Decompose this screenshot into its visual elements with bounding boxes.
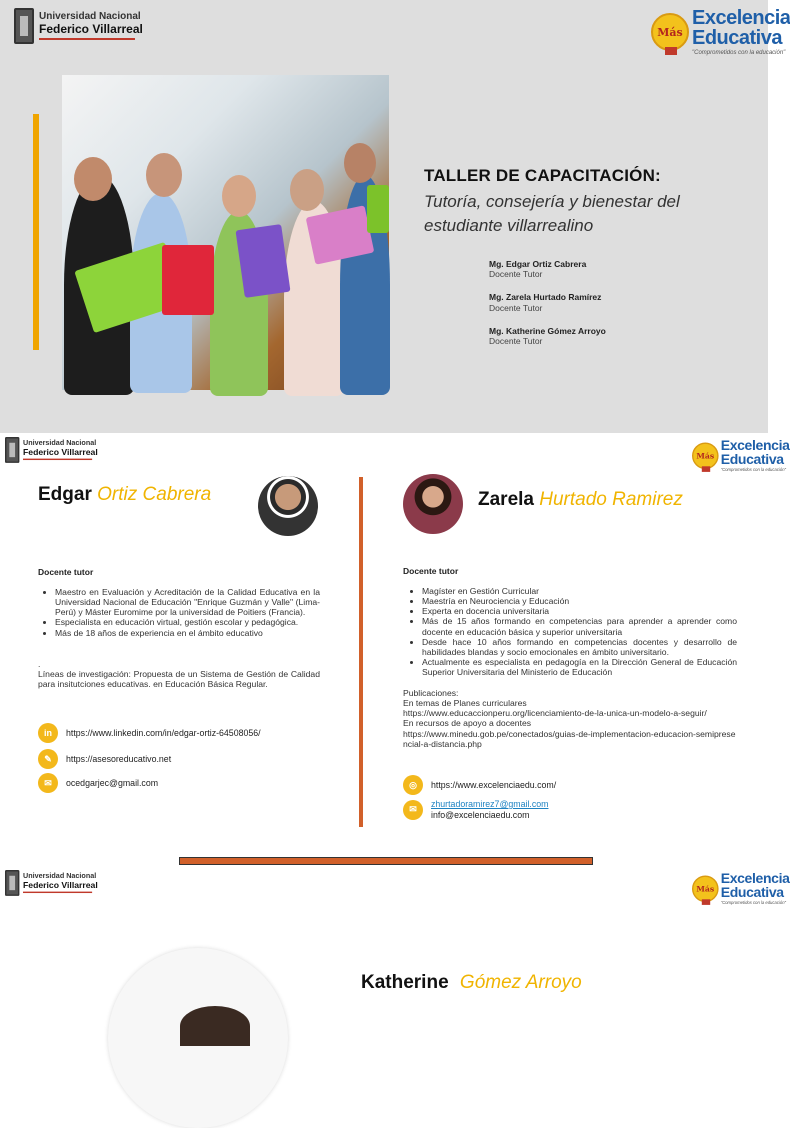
medal-text: Más [696,884,715,894]
excelencia-educativa-logo [651,8,790,56]
katherine-slide [0,866,790,1024]
profiles-slide [0,433,790,840]
unfv-line1: Universidad Nacional [39,11,141,23]
unfv-line2: Federico Villarreal [23,880,98,891]
university-crest-icon [14,8,34,44]
presenter-list [489,259,749,359]
ee-line1: Excelencia [692,7,790,29]
ee-tagline: "Comprometidos con la educación" [720,901,787,906]
first-name: Katherine [361,972,449,993]
list-item: • Especialista en educación virtual, gestión escolar y pedagógica. [55,617,320,627]
edgar-email[interactable] [38,773,158,793]
ee-line2: Educativa [720,452,784,468]
unfv-logo [5,870,98,896]
ee-tagline: "Comprometidos con la educación" [692,50,786,56]
unfv-line1: Universidad Nacional [23,439,97,448]
katherine-name [361,972,582,994]
last-name: Gómez Arroyo [459,972,582,993]
pub-line: En recursos de apoyo a docentes [403,718,532,729]
zarela-website[interactable] [403,775,556,795]
presenter-name: Mg. Katherine Gómez Arroyo [489,325,606,336]
ee-tagline: "Comprometidos con la educación" [720,468,787,473]
ee-line2: Educativa [720,885,784,901]
edgar-credentials [38,587,320,638]
list-item: • Actualmente es especialista en pedagogía en la Dirección General de Educación Superior Universitaria del Ministerio de Educación [422,657,737,677]
unfv-line2: Federico Villarreal [23,447,98,458]
first-name: Zarela [478,489,534,510]
linkedin-link[interactable]: https://www.linkedin.com/in/edgar-ortiz-64508056/ [66,728,261,738]
zarela-credentials [405,586,737,677]
email-link-secondary[interactable]: info@excelenciaedu.com [431,809,530,820]
first-name: Edgar [38,484,92,505]
presenter-item [489,259,749,279]
edgar-research: Líneas de investigación: Propuesta de un Sistema de Gestión de Calidad para insitutciones educativas. en Educación Básica Regular. [38,669,320,690]
list-item: • Más de 18 años de experiencia en el ámbito educativo [55,628,320,638]
list-item: • Maestro en Evaluación y Acreditación de la Calidad Educativa en la Universidad Nacional de Educación "Enrique Guzmán y Valle" (Lima-Perú) y Máster Euromime por la universidad de Poitiers (Francia). [55,587,320,617]
mail-icon: ✉ [403,800,423,820]
list-item: • Más de 15 años formando en competencias para aprender a aprender como docente en educación básica y superior universitaria [422,616,737,636]
list-item: • Magíster en Gestión Curricular [422,586,737,596]
edgar-website[interactable] [38,749,171,769]
column-divider [359,477,363,827]
website-link[interactable]: https://www.excelenciaedu.com/ [431,780,557,790]
ee-line1: Excelencia [720,871,790,887]
pencil-icon: ✎ [38,749,58,769]
edgar-heading: Docente tutor [38,567,94,577]
cover-slide [0,0,790,433]
edgar-linkedin[interactable] [38,723,261,743]
accent-bar [33,114,39,350]
excelencia-educativa-logo [692,439,790,473]
katherine-avatar [108,948,288,1128]
edgar-dot: . [38,659,41,669]
ee-line2: Educativa [692,27,782,49]
unfv-logo [14,8,143,44]
university-crest-icon [5,870,19,896]
email-link[interactable]: ocedgarjec@gmail.com [66,778,159,788]
ee-line1: Excelencia [720,438,790,454]
university-crest-icon [5,437,19,463]
medal-icon [651,13,689,51]
presenter-name: Mg. Edgar Ortiz Cabrera [489,259,587,269]
zarela-email[interactable] [403,799,548,820]
unfv-line1: Universidad Nacional [23,872,97,881]
workshop-subtitle: Tutoría, consejería y bienestar del estudiante villarrealino [424,192,680,235]
pub-link[interactable]: https://www.educaccionperu.org/licenciamiento-de-la-unica-un-modelo-a-seguir/ [403,708,707,719]
zarela-publications [403,688,737,749]
edgar-avatar [258,476,318,536]
workshop-title: TALLER DE CAPACITACIÓN: [424,166,661,185]
medal-text: Más [696,451,715,461]
excelencia-educativa-logo [692,872,790,906]
medal-icon [692,443,719,470]
website-link[interactable]: https://asesoreducativo.net [66,754,172,764]
list-item: • Maestría en Neurociencia y Educación [422,596,737,606]
slide-divider [179,857,593,865]
unfv-line2: Federico Villarreal [39,21,143,36]
list-item: • Desde hace 10 años formando en competencias docentes y desarrollo de habilidades blandas y socio emocionales en ámbito universitario. [422,637,737,657]
last-name: Hurtado Ramirez [539,489,683,510]
workshop-title-block [424,166,754,238]
presenter-role: Docente Tutor [489,302,543,313]
zarela-heading: Docente tutor [403,566,459,576]
presenter-role: Docente Tutor [489,335,543,346]
students-photo [62,75,389,390]
pub-line: Publicaciones: [403,688,459,698]
globe-icon: ◎ [403,775,423,795]
presenter-role: Docente Tutor [489,269,543,280]
email-link[interactable]: zhurtadoramirez7@gmail.com [431,799,549,809]
list-item: • Experta en docencia universitaria [422,606,737,616]
mail-icon: ✉ [38,773,58,793]
presenter-item [489,326,749,346]
presenter-item [489,292,749,312]
medal-icon [692,876,719,903]
pub-line: En temas de Planes curriculares [403,698,527,709]
pub-link[interactable]: https://www.minedu.gob.pe/conectados/guias-de-implementacion-educacion-semipresencial-a-distancia.php [403,728,736,749]
presenter-name: Mg. Zarela Hurtado Ramírez [489,292,602,303]
last-name: Ortiz Cabrera [97,484,212,505]
edgar-name [38,484,211,506]
linkedin-icon: in [38,723,58,743]
medal-text: Más [657,25,683,39]
zarela-name [478,489,683,511]
unfv-logo [5,437,98,463]
zarela-avatar [403,474,463,534]
